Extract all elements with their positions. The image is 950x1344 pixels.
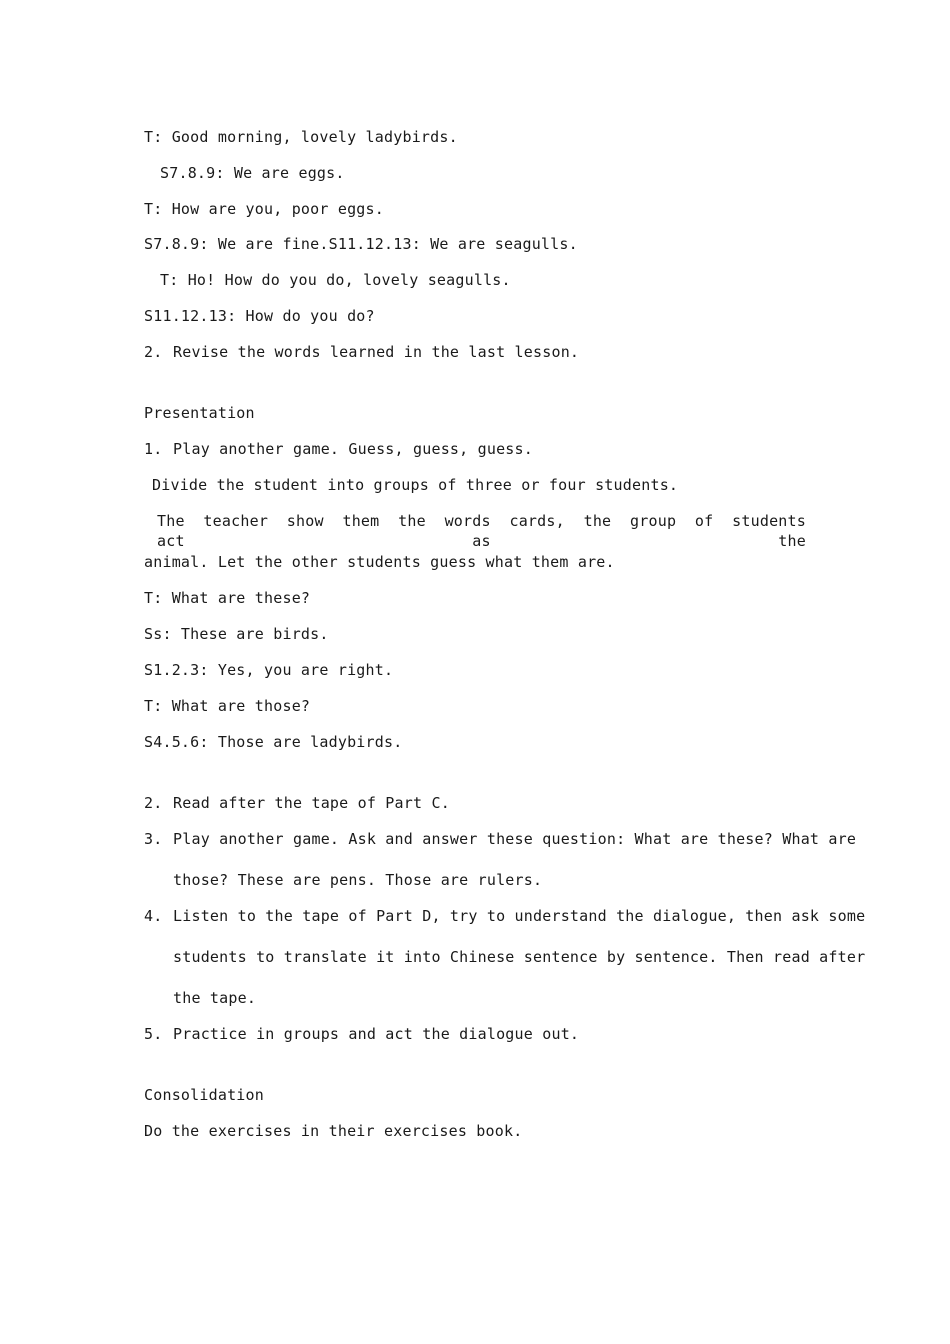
paragraph-line: Do the exercises in their exercises book.	[144, 1122, 523, 1140]
dialogue-line: S7.8.9: We are eggs.	[160, 164, 345, 182]
list-item-text: those? These are pens. Those are rulers.	[173, 871, 543, 889]
section-heading-presentation: Presentation	[144, 404, 255, 422]
dialogue-line: T: What are these?	[144, 589, 311, 607]
list-number: 2.	[144, 343, 163, 361]
dialogue-line: T: What are those?	[144, 697, 311, 715]
paragraph-line: animal. Let the other students guess what them are.	[144, 553, 615, 571]
list-number: 1.	[144, 440, 163, 458]
dialogue-line: T: Ho! How do you do, lovely seagulls.	[160, 271, 511, 289]
dialogue-line: S1.2.3: Yes, you are right.	[144, 661, 394, 679]
dialogue-line: T: Good morning, lovely ladybirds.	[144, 128, 458, 146]
list-item-text: the tape.	[173, 989, 257, 1007]
list-item-text: Practice in groups and act the dialogue out.	[173, 1025, 580, 1043]
list-item-text: Play another game. Guess, guess, guess.	[173, 440, 533, 458]
list-item-text: Play another game. Ask and answer these question: What are these? What are	[173, 830, 857, 848]
instruction-text: Divide the student into groups of three or four students.	[152, 476, 679, 494]
list-number: 4.	[144, 907, 163, 925]
dialogue-line: S7.8.9: We are fine.S11.12.13: We are seagulls.	[144, 235, 578, 253]
list-item-text: Read after the tape of Part C.	[173, 794, 450, 812]
list-item-text: Listen to the tape of Part D, try to understand the dialogue, then ask some	[173, 907, 866, 925]
list-item-text: Revise the words learned in the last lesson.	[173, 343, 580, 361]
list-number: 5.	[144, 1025, 163, 1043]
list-number: 3.	[144, 830, 163, 848]
dialogue-line: Ss: These are birds.	[144, 625, 329, 643]
dialogue-line: T: How are you, poor eggs.	[144, 200, 384, 218]
list-item-text: students to translate it into Chinese sentence by sentence. Then read after	[173, 948, 866, 966]
dialogue-line: S11.12.13: How do you do?	[144, 307, 375, 325]
paragraph-line: The teacher show them the words cards, the group of students act as the	[157, 512, 806, 550]
section-heading-consolidation: Consolidation	[144, 1086, 264, 1104]
dialogue-line: S4.5.6: Those are ladybirds.	[144, 733, 403, 751]
list-number: 2.	[144, 794, 163, 812]
